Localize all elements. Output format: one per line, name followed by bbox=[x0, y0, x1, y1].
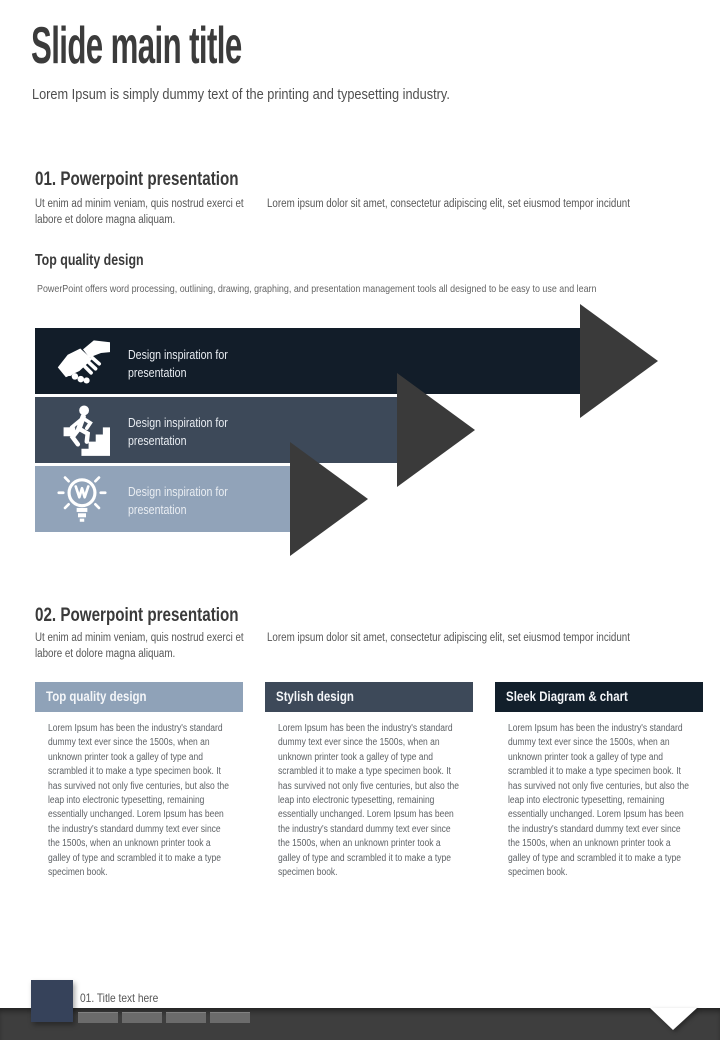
page-title: Slide main title bbox=[31, 17, 242, 75]
card-title-2: Stylish design bbox=[276, 689, 354, 704]
section1-intro-left: Ut enim ad minim veniam, quis nostrud exerci et labore et dolore magna aliquam. bbox=[35, 198, 244, 226]
footer-tab bbox=[166, 1012, 206, 1023]
card-title-1: Top quality design bbox=[46, 689, 147, 704]
card-body-2: Lorem Ipsum has been the industry's standard dummy text ever since the 1500s, when an unknown printer took a galley of type and scrambled it to make a type specimen book. It has survived not only five centuries, but also the leap into electronic typesetting, remaining essentially unchanged. Lorem Ipsum has been the industry's standard dummy text ever since the 1500s, when an unknown printer took a galley of type and scrambled it to make a type specimen book. bbox=[278, 723, 459, 879]
card-header-3 bbox=[495, 682, 703, 712]
arrow-label-2: Design inspiration for presentation bbox=[128, 416, 228, 448]
card-body-3: Lorem Ipsum has been the industry's standard dummy text ever since the 1500s, when an unknown printer took a galley of type and scrambled it to make a type specimen book. It has survived not only five centuries, but also the leap into electronic typesetting, remaining essentially unchanged. Lorem Ipsum has been the industry's standard dummy text ever since the 1500s, when an unknown printer took a galley of type and scrambled it to make a type specimen book. bbox=[508, 723, 689, 879]
page-subtitle: Lorem Ipsum is simply dummy text of the printing and typesetting industry. bbox=[32, 86, 450, 103]
career-stairs-icon bbox=[60, 401, 110, 459]
section2-intro-left: Ut enim ad minim veniam, quis nostrud exerci et labore et dolore magna aliquam. bbox=[35, 632, 244, 660]
lightbulb-icon bbox=[57, 468, 107, 530]
handshake-icon bbox=[56, 338, 110, 386]
section2-heading: 02. Powerpoint presentation bbox=[35, 605, 239, 626]
section1-subheading: Top quality design bbox=[35, 252, 144, 269]
footer-tab-strip bbox=[78, 1012, 250, 1023]
section1-heading: 01. Powerpoint presentation bbox=[35, 169, 239, 190]
card-header-2 bbox=[265, 682, 473, 712]
arrow-label-3: Design inspiration for presentation bbox=[128, 485, 228, 517]
footer-tab bbox=[210, 1012, 250, 1023]
card-header-1 bbox=[35, 682, 243, 712]
arrow-label-1: Design inspiration for presentation bbox=[128, 348, 228, 380]
arrow-head-1 bbox=[580, 304, 658, 418]
card-title-3: Sleek Diagram & chart bbox=[506, 689, 628, 704]
section1-intro-right: Lorem ipsum dolor sit amet, consectetur adipiscing elit, set eiusmod tempor incidunt bbox=[267, 198, 630, 210]
footer-title: 01. Title text here bbox=[80, 991, 159, 1005]
footer-tab bbox=[122, 1012, 162, 1023]
section1-description: PowerPoint offers word processing, outlining, drawing, graphing, and presentation management tools all designed to be easy to use and learn bbox=[37, 283, 597, 295]
footer-accent-square bbox=[31, 980, 73, 1022]
arrow-head-2 bbox=[397, 373, 475, 487]
footer-tab bbox=[78, 1012, 118, 1023]
card-body-1: Lorem Ipsum has been the industry's standard dummy text ever since the 1500s, when an unknown printer took a galley of type and scrambled it to make a type specimen book. It has survived not only five centuries, but also the leap into electronic typesetting, remaining essentially unchanged. Lorem Ipsum has been the industry's standard dummy text ever since the 1500s, when an unknown printer took a galley of type and scrambled it to make a type specimen book. bbox=[48, 723, 229, 879]
section2-intro-right: Lorem ipsum dolor sit amet, consectetur adipiscing elit, set eiusmod tempor incidunt bbox=[267, 632, 630, 644]
page-notch-triangle-icon bbox=[650, 1008, 697, 1030]
arrow-bar-1 bbox=[35, 328, 580, 394]
arrow-head-3 bbox=[290, 442, 368, 556]
